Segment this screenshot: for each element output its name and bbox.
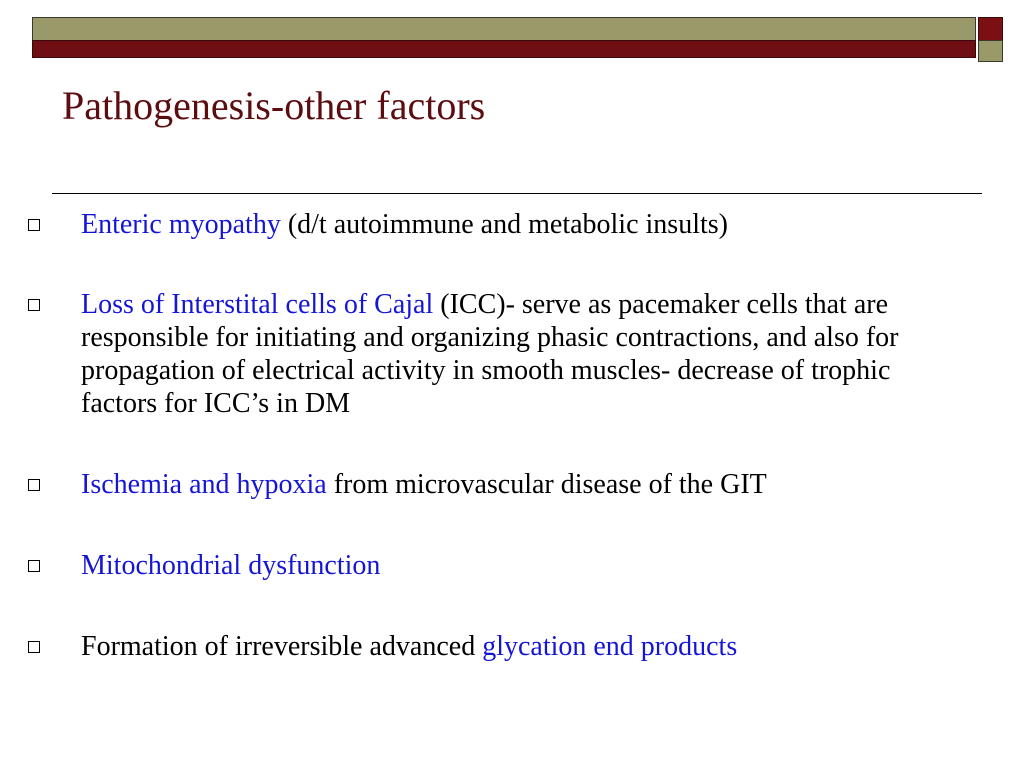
bullet-item-ischemia-hypoxia — [28, 468, 968, 501]
bullet-highlight: glycation end products — [482, 631, 738, 662]
bullet-highlight: Ischemia and hypoxia — [81, 469, 327, 500]
hollow-square-icon — [28, 299, 40, 311]
corner-square-maroon — [978, 17, 1003, 41]
slide-title: Pathogenesis-other factors — [62, 83, 486, 128]
bullet-highlight: Loss of Interstital cells of Cajal — [81, 289, 434, 320]
corner-square-olive — [978, 40, 1003, 62]
bullet-text: Formation of irreversible advanced — [81, 631, 483, 662]
bullet-list — [28, 208, 968, 711]
bullet-item-icc-loss — [28, 288, 968, 420]
header-band-maroon — [32, 40, 976, 58]
hollow-square-icon — [28, 479, 40, 491]
bullet-item-glycation-end-products — [28, 630, 968, 663]
bullet-text: (ICC)- serve as pacemaker cells that are responsible for initiating and organizing phasic contractions, and also for propagation of electrical activity in smooth muscles- decrease of trophic factors for ICC’s in DM — [81, 289, 899, 419]
title-divider — [52, 193, 982, 194]
hollow-square-icon — [28, 219, 40, 231]
hollow-square-icon — [28, 641, 40, 653]
bullet-item-enteric-myopathy — [28, 208, 968, 241]
bullet-text: from microvascular disease of the GIT — [326, 469, 767, 500]
bullet-item-mitochondrial-dysfunction — [28, 549, 968, 582]
header-band-olive — [32, 17, 976, 41]
bullet-highlight: Mitochondrial dysfunction — [81, 550, 381, 581]
bullet-highlight: Enteric myopathy — [81, 209, 281, 240]
hollow-square-icon — [28, 560, 40, 572]
bullet-text: (d/t autoimmune and metabolic insults) — [280, 209, 728, 240]
